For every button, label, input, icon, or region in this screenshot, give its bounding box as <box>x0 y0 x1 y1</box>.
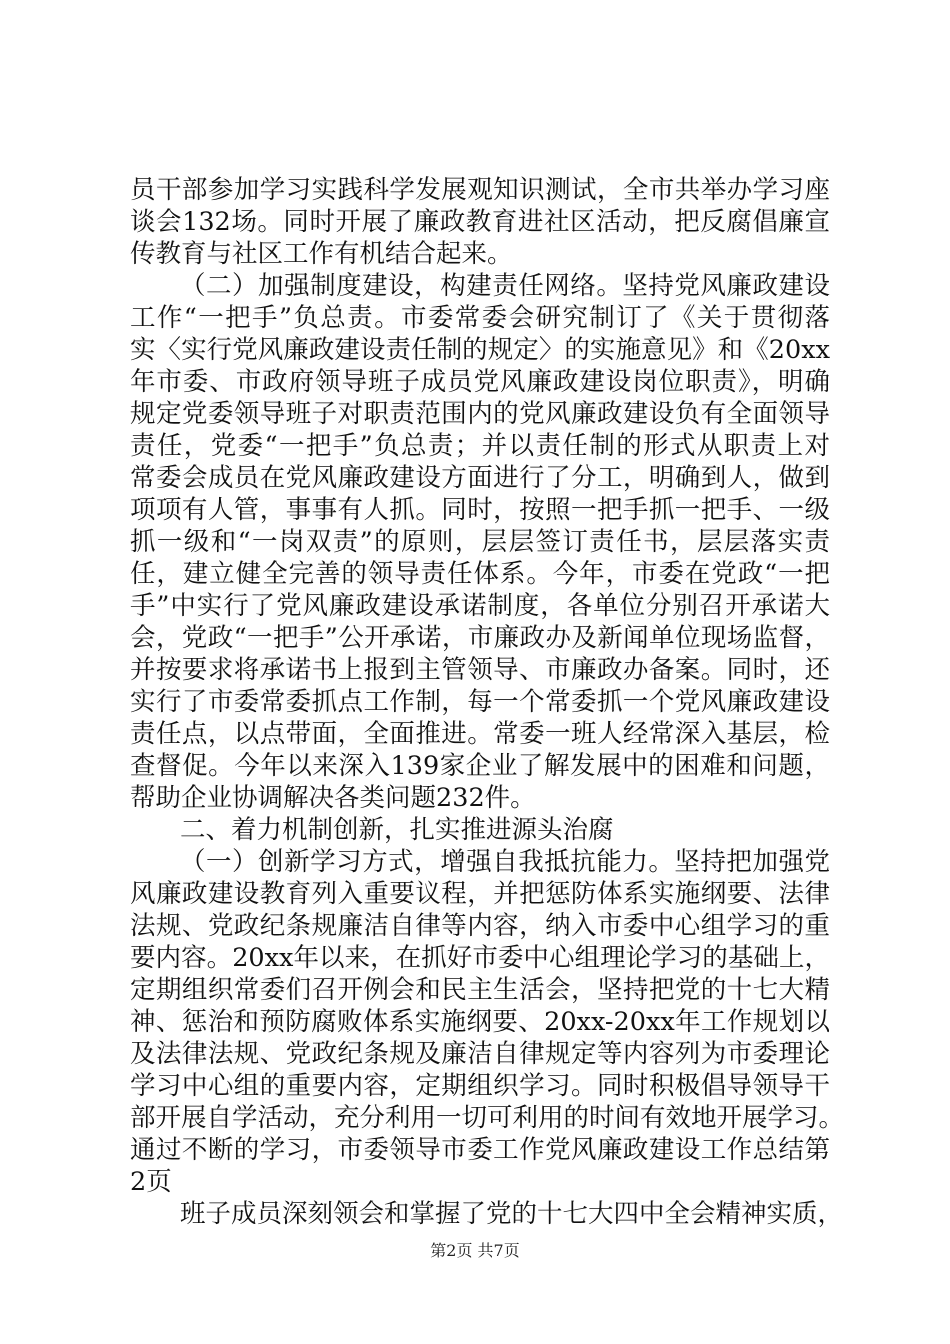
body-line: 任，建立健全完善的领导责任体系。今年，市委在党政“一把 <box>130 559 830 589</box>
body-line: （二）加强制度建设，构建责任网络。坚持党风廉政建设 <box>180 271 830 301</box>
body-line: 常委会成员在党风廉政建设方面进行了分工，明确到人，做到 <box>130 463 830 493</box>
section-heading: 二、着力机制创新，扎实推进源头治腐 <box>180 815 614 845</box>
body-line: 责任点，以点带面，全面推进。常委一班人经常深入基层，检 <box>130 719 830 749</box>
body-line: 年市委、市政府领导班子成员党风廉政建设岗位职责》，明确 <box>130 367 830 397</box>
body-line: 风廉政建设教育列入重要议程，并把惩防体系实施纲要、法律 <box>130 879 830 909</box>
body-line: 通过不断的学习，市委领导市委工作党风廉政建设工作总结第 <box>130 1135 830 1165</box>
body-line: 定期组织常委们召开例会和民主生活会，坚持把党的十七大精 <box>130 975 830 1005</box>
body-line: 项项有人管，事事有人抓。同时，按照一把手抓一把手、一级 <box>130 495 830 525</box>
body-line: 责任，党委“一把手”负总责；并以责任制的形式从职责上对 <box>130 431 830 461</box>
body-line: 谈会132场。同时开展了廉政教育进社区活动，把反腐倡廉宣 <box>130 207 830 237</box>
body-line: 2页 <box>130 1167 172 1197</box>
body-line: （一）创新学习方式，增强自我抵抗能力。坚持把加强党 <box>180 847 830 877</box>
body-line: 帮助企业协调解决各类问题232件。 <box>130 783 536 813</box>
body-line: 及法律法规、党政纪条规及廉洁自律规定等内容列为市委理论 <box>130 1039 830 1069</box>
body-line: 工作“一把手”负总责。市委常委会研究制订了《关于贯彻落 <box>130 303 830 333</box>
body-line: 法规、党政纪条规廉洁自律等内容，纳入市委中心组学习的重 <box>130 911 830 941</box>
body-line: 学习中心组的重要内容，定期组织学习。同时积极倡导领导干 <box>130 1071 830 1101</box>
body-line: 传教育与社区工作有机结合起来。 <box>130 239 513 269</box>
body-line: 查督促。今年以来深入139家企业了解发展中的困难和问题， <box>130 751 830 781</box>
body-line: 班子成员深刻领会和掌握了党的十七大四中全会精神实质， <box>180 1199 844 1229</box>
body-line: 实行了市委常委抓点工作制，每一个常委抓一个党风廉政建设 <box>130 687 830 717</box>
body-line: 手”中实行了党风廉政建设承诺制度，各单位分别召开承诺大 <box>130 591 830 621</box>
body-line: 部开展自学活动，充分利用一切可利用的时间有效地开展学习。 <box>130 1103 845 1133</box>
body-line: 规定党委领导班子对职责范围内的党风廉政建设负有全面领导 <box>130 399 830 429</box>
body-line: 会，党政“一把手”公开承诺，市廉政办及新闻单位现场监督， <box>130 623 830 653</box>
body-line: 实〈实行党风廉政建设责任制的规定〉的实施意见》和《20xx <box>130 335 830 365</box>
body-line: 并按要求将承诺书上报到主管领导、市廉政办备案。同时，还 <box>130 655 830 685</box>
body-line: 员干部参加学习实践科学发展观知识测试，全市共举办学习座 <box>130 175 830 205</box>
page-number-footer: 第2页 共7页 <box>430 1241 520 1260</box>
body-line: 要内容。20xx年以来，在抓好市委中心组理论学习的基础上， <box>130 943 830 973</box>
body-line: 神、惩治和预防腐败体系实施纲要、20xx-20xx年工作规划以 <box>130 1007 830 1037</box>
body-line: 抓一级和“一岗双责”的原则，层层签订责任书，层层落实责 <box>130 527 830 557</box>
